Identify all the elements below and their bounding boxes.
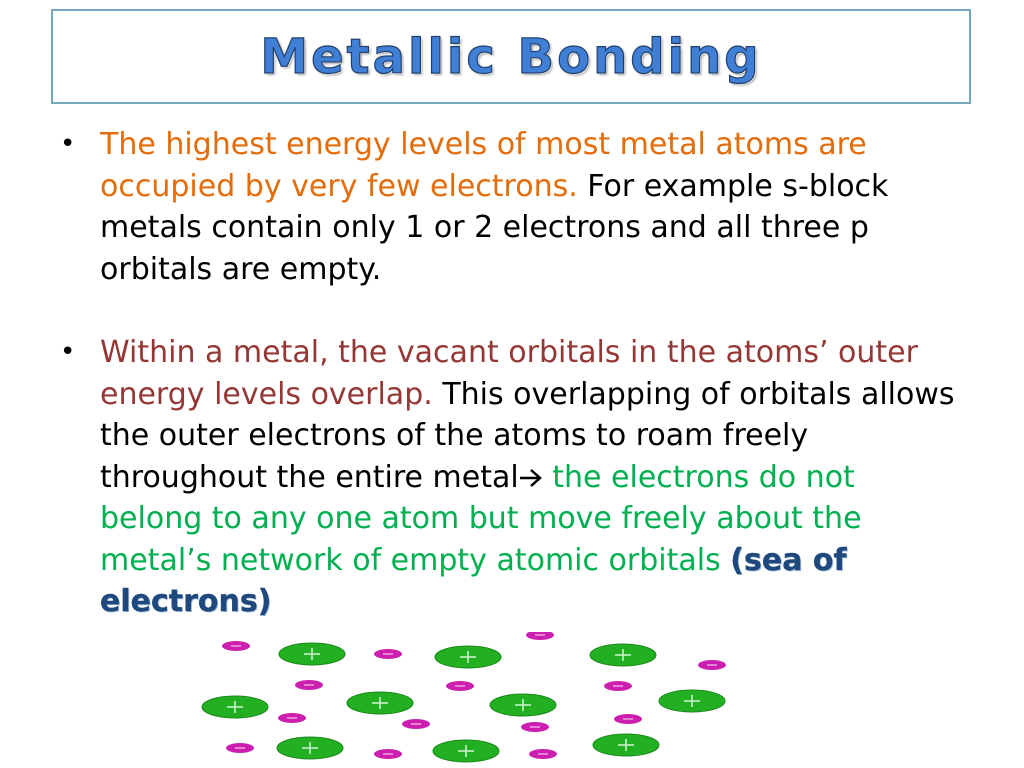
bullet-2-brown-text: Within a metal, the vacant orbitals in the atoms’ outer energy levels overlap. (100, 335, 918, 412)
electron (374, 649, 402, 659)
bullet-list (58, 124, 958, 623)
sea-of-electrons-diagram (200, 632, 730, 768)
electron (222, 641, 250, 651)
right-arrow-icon (519, 468, 543, 488)
positive-ion (490, 694, 556, 716)
positive-ion (279, 643, 345, 665)
bullet-item-2 (58, 332, 958, 623)
electron (529, 749, 557, 759)
bullet-dot: • (60, 337, 76, 367)
electron (374, 749, 402, 759)
bullet-dot: • (60, 129, 76, 159)
positive-ion (593, 734, 659, 756)
electron (521, 722, 549, 732)
bullet-1-orange-text: The highest energy levels of most metal atoms are occupied by very few electrons. (100, 127, 867, 204)
electron (226, 743, 254, 753)
bullet-2-black-text: This overlapping of orbitals allows the outer electrons of the atoms to roam freely throughout the entire metal (100, 376, 955, 495)
electron (278, 713, 306, 723)
electron (698, 660, 726, 670)
slide-title: Metallic Bonding (260, 28, 762, 85)
positive-ion (277, 737, 343, 759)
positive-ion (202, 696, 268, 718)
sea-of-electrons-label: (sea of electrons) (100, 542, 847, 619)
bullet-1-black-text: For example s-block metals contain only 1 or 2 electrons and all three p orbitals are empty. (100, 168, 889, 287)
electron (446, 681, 474, 691)
positive-ion (590, 644, 656, 666)
bullet-item-1 (58, 124, 958, 290)
electron (614, 714, 642, 724)
electron (402, 719, 430, 729)
electron (526, 632, 554, 640)
positive-ion (435, 646, 501, 668)
positive-ion (659, 690, 725, 712)
electron (295, 680, 323, 690)
bullet-2-green-text: the electrons do not belong to any one atom but move freely about the metal’s network of empty atomic orbitals (100, 459, 862, 578)
title-box (51, 9, 971, 104)
electron (604, 681, 632, 691)
positive-ion (433, 740, 499, 762)
positive-ion (347, 692, 413, 714)
